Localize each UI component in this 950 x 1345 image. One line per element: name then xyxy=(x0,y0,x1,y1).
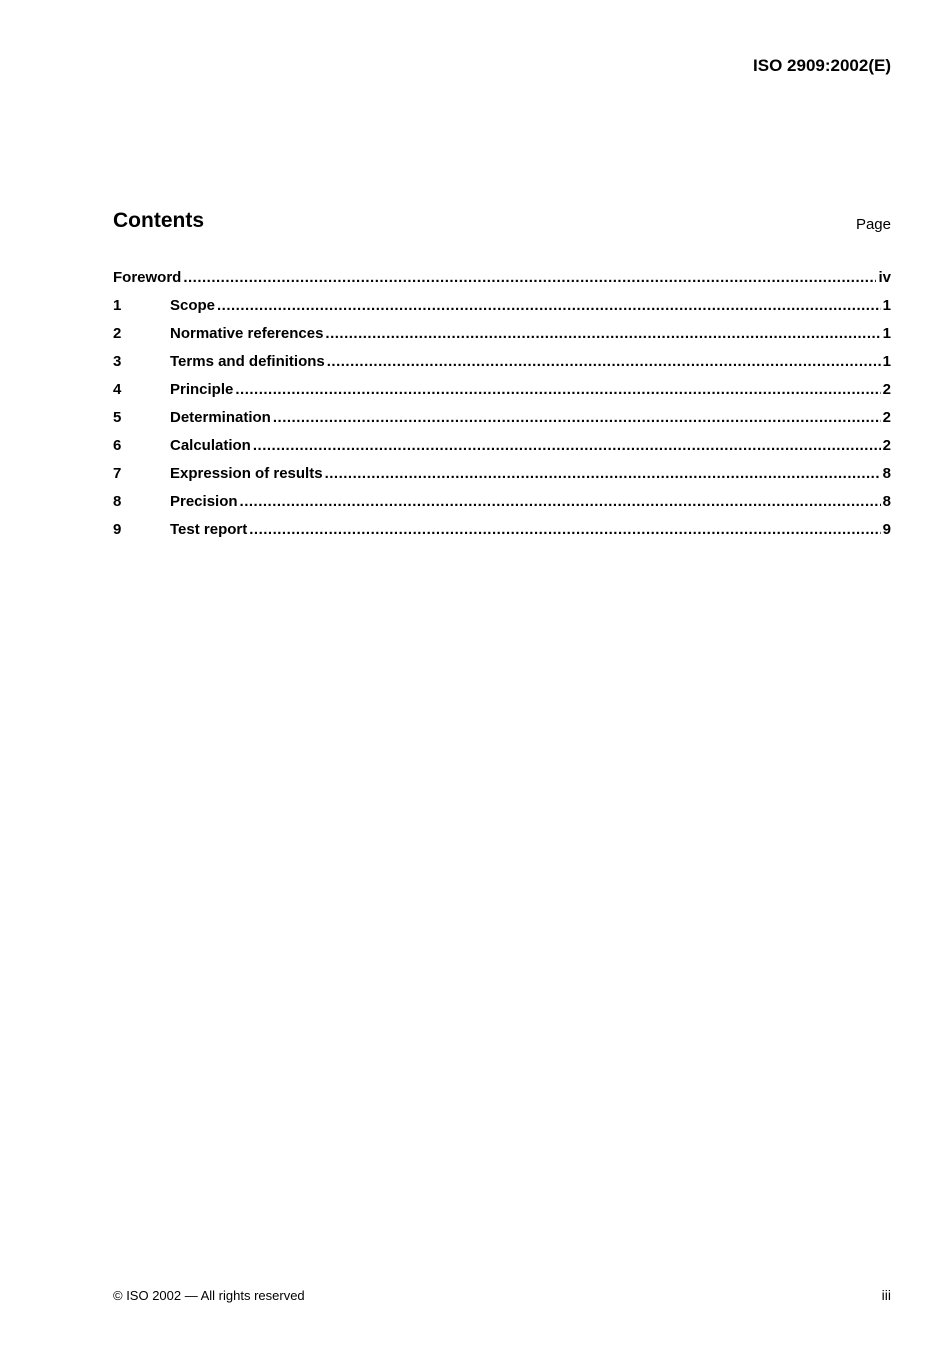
toc-entry-title: Scope xyxy=(170,297,216,314)
toc-leader-dots xyxy=(273,408,881,428)
toc-leader-dots xyxy=(217,296,881,316)
toc-entry-title: Terms and definitions xyxy=(170,353,325,370)
toc-entry-page: 9 xyxy=(882,521,891,538)
toc-entry-page: 8 xyxy=(882,465,891,482)
toc-entry-number: 4 xyxy=(113,381,122,398)
toc-entry-number: 3 xyxy=(113,353,122,370)
toc-entry-page: 2 xyxy=(882,437,891,454)
toc-entry-number: 5 xyxy=(113,409,122,426)
toc-leader-dots xyxy=(240,492,881,512)
toc-entry-number: 8 xyxy=(113,493,122,510)
contents-heading: Contents xyxy=(113,209,204,232)
toc-entry-page: 8 xyxy=(882,493,891,510)
toc-entry-number: 2 xyxy=(113,325,122,342)
toc-entry-number: 7 xyxy=(113,465,122,482)
toc-entry-title: Determination xyxy=(170,409,271,426)
toc-entry-number: 6 xyxy=(113,437,122,454)
toc-entry[interactable] xyxy=(113,296,891,324)
toc-leader-dots xyxy=(183,268,876,288)
toc-entry[interactable] xyxy=(113,436,891,464)
toc-entry-title: Foreword xyxy=(113,269,182,286)
toc-leader-dots xyxy=(249,520,880,540)
toc-entry-title: Expression of results xyxy=(170,465,323,482)
toc-entry-title: Calculation xyxy=(170,437,251,454)
toc-entry[interactable] xyxy=(113,492,891,520)
footer-copyright: © ISO 2002 — All rights reserved xyxy=(113,1288,305,1303)
toc-entry-page: iv xyxy=(878,269,891,286)
toc-leader-dots xyxy=(325,464,881,484)
toc-entry[interactable] xyxy=(113,352,891,380)
toc-entry-title: Precision xyxy=(170,493,238,510)
document-id: ISO 2909:2002(E) xyxy=(753,56,891,75)
toc-entry[interactable] xyxy=(113,380,891,408)
toc-entry[interactable] xyxy=(113,324,891,352)
table-of-contents xyxy=(113,268,891,548)
toc-leader-dots xyxy=(327,352,881,372)
toc-leader-dots xyxy=(235,380,880,400)
toc-entry-title: Test report xyxy=(170,521,248,538)
toc-entry-number: 1 xyxy=(113,297,122,314)
toc-leader-dots xyxy=(253,436,881,456)
page-column-heading: Page xyxy=(855,216,891,233)
toc-entry-foreword[interactable] xyxy=(113,268,891,296)
toc-entry-page: 1 xyxy=(882,353,891,370)
toc-entry[interactable] xyxy=(113,464,891,492)
toc-entry[interactable] xyxy=(113,408,891,436)
toc-entry-page: 2 xyxy=(882,409,891,426)
footer-page-number: iii xyxy=(881,1287,891,1303)
toc-entry-title: Normative references xyxy=(170,325,324,342)
toc-entry[interactable] xyxy=(113,520,891,548)
toc-entry-title: Principle xyxy=(170,381,234,398)
toc-entry-page: 2 xyxy=(882,381,891,398)
toc-leader-dots xyxy=(325,324,880,344)
toc-entry-page: 1 xyxy=(882,297,891,314)
toc-entry-number: 9 xyxy=(113,521,122,538)
toc-entry-page: 1 xyxy=(882,325,891,342)
